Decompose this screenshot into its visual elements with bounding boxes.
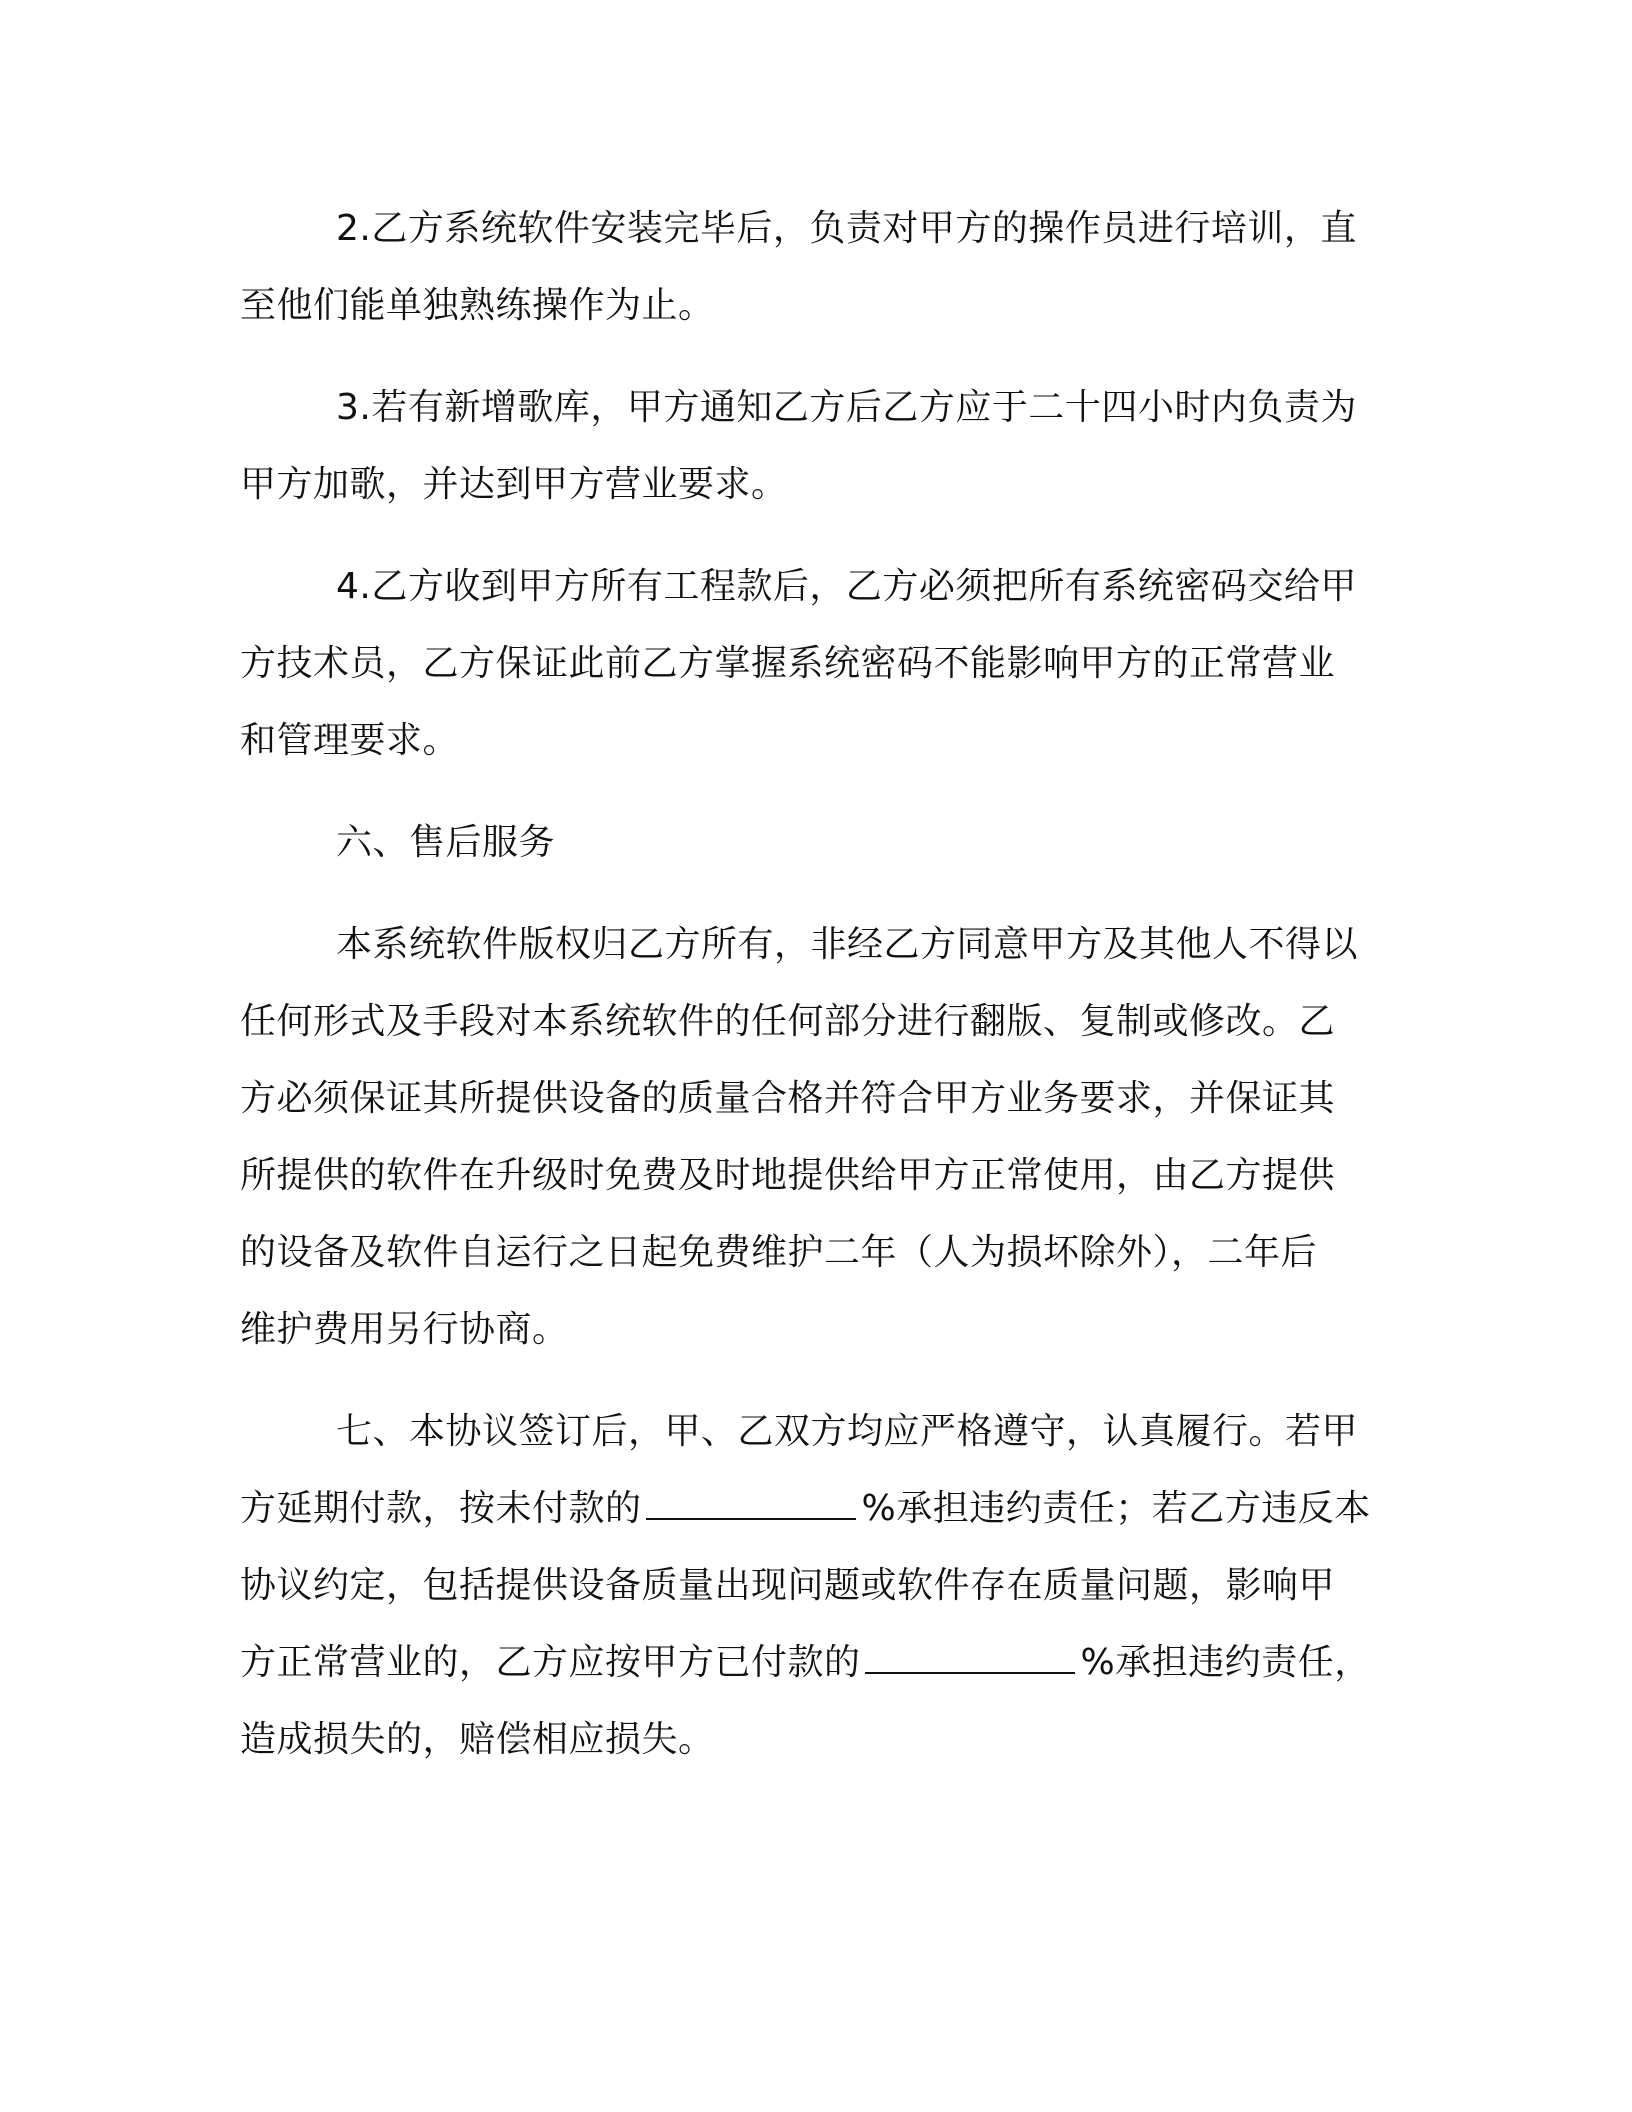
item-4-paragraph <box>240 548 1400 779</box>
text-fragment: %承担违约责任；若乙方违反本 <box>861 1488 1371 1529</box>
text-fragment: 方延期付款，按未付款的 <box>240 1488 642 1529</box>
text-line: 3.若有新增歌库，甲方通知乙方后乙方应于二十四小时内负责为 <box>336 387 1357 428</box>
text-line: 协议约定，包括提供设备质量出现问题或软件存在质量问题，影响甲 <box>240 1565 1336 1606</box>
text-line-with-blank <box>240 1624 1400 1701</box>
text-fragment: %承担违约责任， <box>1080 1642 1371 1683</box>
text-line: 造成损失的，赔偿相应损失。 <box>240 1719 715 1760</box>
section-6-heading: 六、售后服务 <box>336 822 556 863</box>
text-line: 的设备及软件自运行之日起免费维护二年（人为损坏除外），二年后 <box>240 1232 1318 1273</box>
text-line-with-blank <box>240 1470 1400 1547</box>
item-3-paragraph <box>240 369 1400 523</box>
text-line: 至他们能单独熟练操作为止。 <box>240 285 715 326</box>
text-line: 甲方加歌，并达到甲方营业要求。 <box>240 464 788 505</box>
text-line: 所提供的软件在升级时免费及时地提供给甲方正常使用，由乙方提供 <box>240 1155 1336 1196</box>
fill-in-blank <box>865 1642 1075 1674</box>
text-line: 2.乙方系统软件安装完毕后，负责对甲方的操作员进行培训，直 <box>336 208 1357 249</box>
text-line: 维护费用另行协商。 <box>240 1309 569 1350</box>
section-6-body <box>240 906 1400 1368</box>
item-2-paragraph <box>240 190 1400 344</box>
text-line: 4.乙方收到甲方所有工程款后，乙方必须把所有系统密码交给甲 <box>336 566 1357 607</box>
text-line: 方必须保证其所提供设备的质量合格并符合甲方业务要求，并保证其 <box>240 1078 1336 1119</box>
text-line: 方技术员，乙方保证此前乙方掌握系统密码不能影响甲方的正常营业 <box>240 643 1336 684</box>
text-line: 任何形式及手段对本系统软件的任何部分进行翻版、复制或修改。乙 <box>240 1001 1336 1042</box>
document-page <box>240 190 1400 1803</box>
text-line: 七、本协议签订后，甲、乙双方均应严格遵守，认真履行。若甲 <box>336 1411 1359 1452</box>
fill-in-blank <box>646 1488 856 1520</box>
text-line: 本系统软件版权归乙方所有，非经乙方同意甲方及其他人不得以 <box>336 924 1359 965</box>
text-fragment: 方正常营业的，乙方应按甲方已付款的 <box>240 1642 861 1683</box>
text-line: 和管理要求。 <box>240 720 460 761</box>
section-7-paragraph <box>240 1393 1400 1778</box>
